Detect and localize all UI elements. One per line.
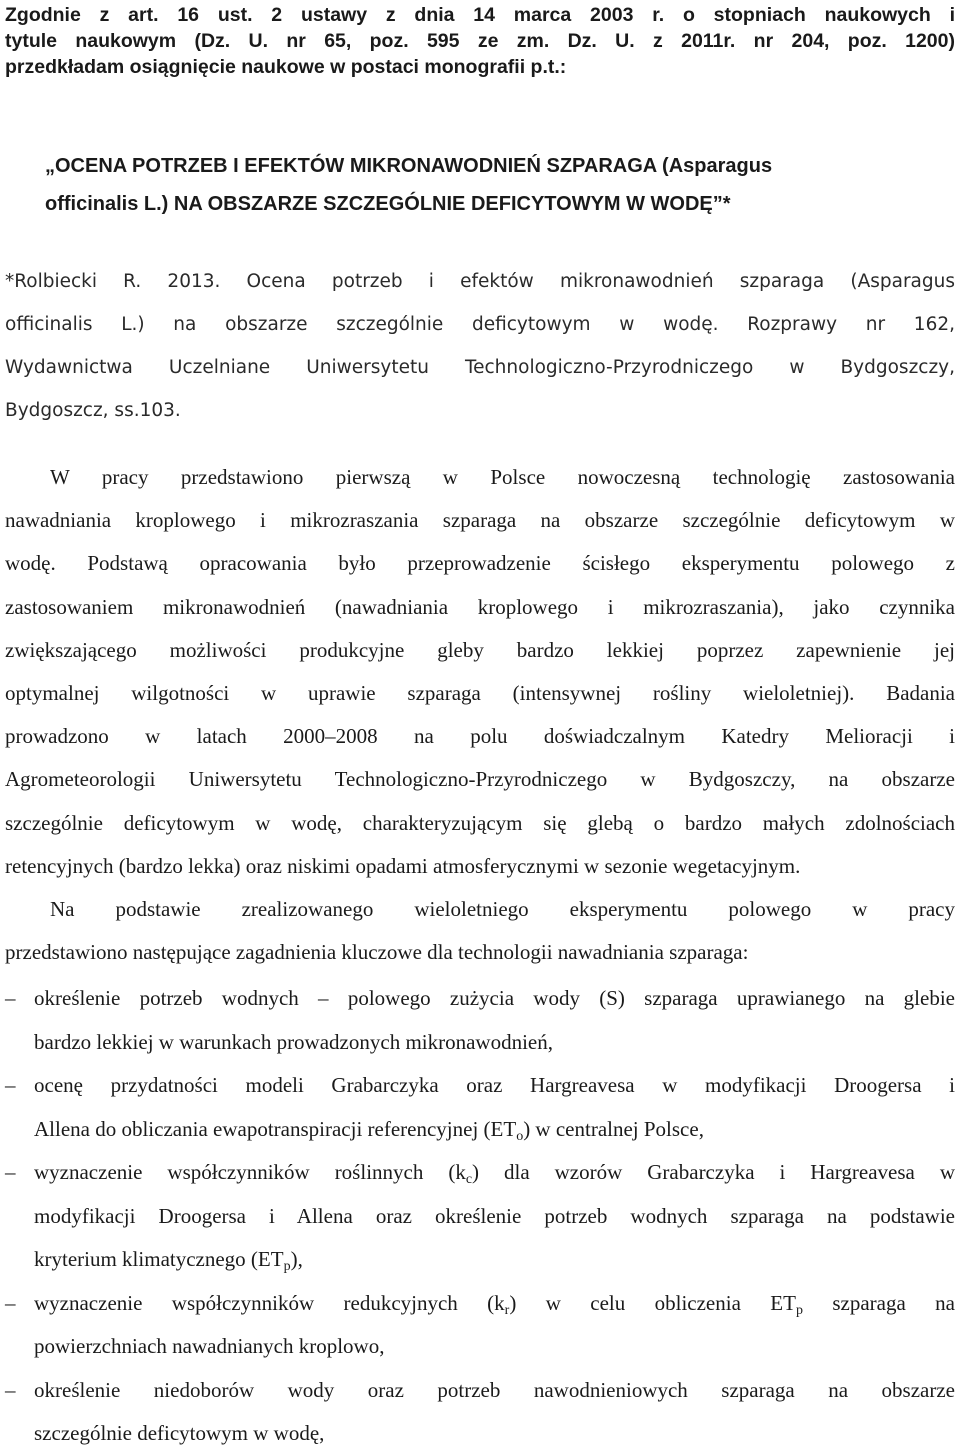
dash-bullet: – [5, 986, 16, 1010]
text-run: kryterium klimatycznego (ET [34, 1247, 284, 1271]
body-line: nawadniania kroplowego i mikrozraszania szparaga na obszarze szczególnie deficytowym w [5, 508, 955, 533]
text-run: ) dla wzorów Grabarczyka i Hargreavesa w [472, 1160, 955, 1184]
text-run: szparaga na [802, 1290, 955, 1315]
list-line [34, 1282, 955, 1326]
citation-line: *Rolbiecki R. 2013. Ocena potrzeb i efektów mikronawodnień szparaga (Asparagus [5, 271, 955, 292]
subscript: c [465, 1172, 473, 1187]
citation-line: Bydgoszcz, ss.103. [5, 400, 181, 421]
text-run: wyznaczenie współczynników redukcyjnych (k [34, 1290, 505, 1315]
dash-bullet: – [5, 1073, 16, 1097]
list-line: powierzchniach nawadnianych kroplowo, [34, 1334, 385, 1358]
body-line: optymalnej wilgotności w uprawie szparaga (intensywnej rośliny wieloletniej). Badania [5, 681, 955, 706]
subscript: o [516, 1128, 524, 1144]
dash-bullet: – [5, 1290, 16, 1315]
intro-line: Zgodnie z art. 16 ust. 2 ustawy z dnia 14 marca 2003 r. o stopniach naukowych i [5, 4, 955, 26]
citation-line: Wydawnictwa Uczelniane Uniwersytetu Technologiczno-Przyrodniczego w Bydgoszczy, [5, 357, 955, 378]
body-line: W pracy przedstawiono pierwszą w Polsce nowoczesną technologię zastosowania [50, 465, 955, 489]
intro-paragraph [5, 2, 955, 80]
subscript: p [283, 1259, 291, 1274]
list-item [5, 1064, 955, 1151]
citation-paragraph [5, 260, 955, 432]
list-line: modyfikacji Droogersa i Allena oraz określenie potrzeb wodnych szparaga na podstawie [34, 1203, 955, 1228]
key-issues-list [5, 977, 955, 1456]
subscript: p [795, 1302, 803, 1318]
text-run: ) w celu obliczenia ET [509, 1290, 796, 1315]
body-text [5, 456, 955, 974]
body-line: wodę. Podstawą opracowania było przeprowadzenie ścisłego eksperymentu polowego z [5, 551, 955, 576]
body-line: zwiększającego możliwości produkcyjne gleby bardzo lekkiej poprzez zapewnienie jej [5, 637, 955, 662]
intro-line: tytule naukowym (Dz. U. nr 65, poz. 595 ze zm. Dz. U. z 2011r. nr 204, poz. 1200) [5, 30, 955, 52]
intro-line: przedkładam osiągnięcie naukowe w postaci monografii p.t.: [5, 56, 567, 78]
text-run: Allena do obliczania ewapotranspiracji referencyjnej (ET [34, 1116, 517, 1141]
dash-bullet: – [5, 1160, 16, 1184]
list-line [34, 1151, 955, 1195]
list-line [34, 1108, 955, 1152]
list-line: szczególnie deficytowym w wodę, [34, 1421, 325, 1445]
body-line: Na podstawie zrealizowanego wieloletniego eksperymentu polowego w pracy [50, 897, 955, 922]
list-line: określenie potrzeb wodnych – polowego zużycia wody (S) szparaga uprawianego na glebie [34, 986, 955, 1010]
text-run: ) w centralnej Polsce, [523, 1116, 704, 1141]
subscript: r [504, 1302, 510, 1318]
citation-line: officinalis L.) na obszarze szczególnie deficytowym w wodę. Rozprawy nr 162, [5, 314, 955, 335]
text-run: wyznaczenie współczynników roślinnych (k [34, 1160, 466, 1184]
title-line: officinalis L.) NA OBSZARZE SZCZEGÓLNIE DEFICYTOWYM W WODĘ”* [45, 193, 731, 215]
body-line: retencyjnych (bardzo lekka) oraz niskimi opadami atmosferycznymi w sezonie wegetacyjnym. [5, 853, 801, 878]
list-item [5, 1369, 955, 1456]
list-item [5, 1282, 955, 1369]
dash-bullet: – [5, 1377, 16, 1402]
monograph-title [45, 147, 955, 223]
body-line: prowadzono w latach 2000–2008 na polu doświadczalnym Katedry Melioracji i [5, 724, 955, 749]
body-line: Agrometeorologii Uniwersytetu Technologiczno-Przyrodniczego w Bydgoszczy, na obszarze [5, 767, 955, 792]
list-line [34, 1238, 955, 1282]
body-line: szczególnie deficytowym w wodę, charakteryzującym się glebą o bardzo małych zdolnościach [5, 810, 955, 835]
body-line: przedstawiono następujące zagadnienia kluczowe dla technologii nawadniania szparaga: [5, 940, 749, 965]
list-item [5, 1151, 955, 1282]
list-line: bardzo lekkiej w warunkach prowadzonych mikronawodnień, [34, 1029, 553, 1054]
list-item [5, 977, 955, 1064]
text-run: ), [290, 1247, 303, 1271]
title-line: „OCENA POTRZEB I EFEKTÓW MIKRONAWODNIEŃ SZPARAGA (Asparagus [45, 155, 773, 177]
body-line: zastosowaniem mikronawodnień (nawadniania kroplowego i mikrozraszania), jako czynnika [5, 594, 955, 619]
list-line: ocenę przydatności modeli Grabarczyka oraz Hargreavesa w modyfikacji Droogersa i [34, 1073, 955, 1097]
list-line: określenie niedoborów wody oraz potrzeb nawodnieniowych szparaga na obszarze [34, 1377, 955, 1402]
